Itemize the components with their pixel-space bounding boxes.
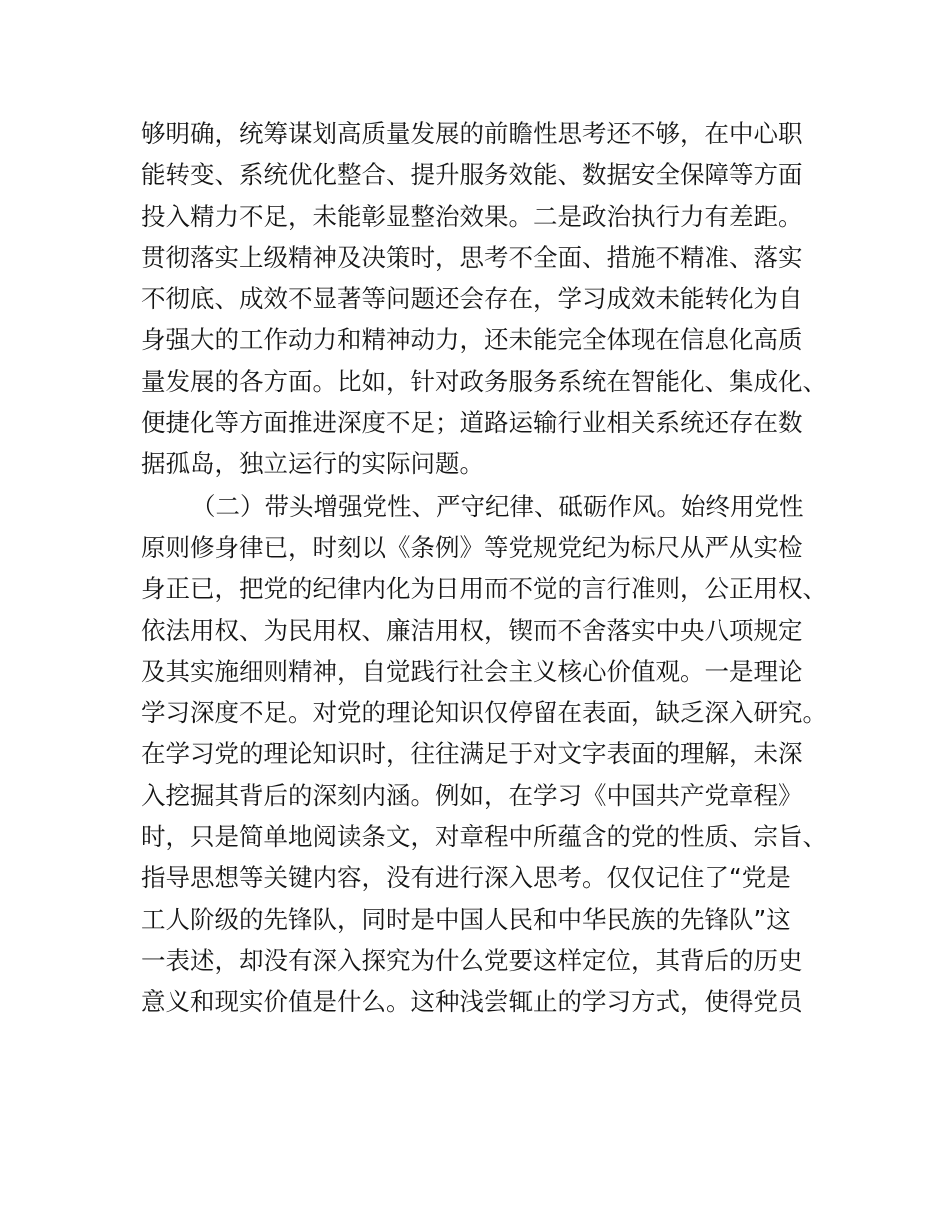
paragraph-line: （二）带头增强党性、严守纪律、砥砺作风。始终用党性: [191, 491, 804, 521]
paragraph-line: 据孤岛，独立运行的实际问题。: [141, 449, 484, 479]
paragraph-line: 意义和现实价值是什么。这种浅尝辄止的学习方式，使得党员: [141, 987, 803, 1017]
paragraph-line: 指导思想等关键内容，没有进行深入思考。仅仅记住了“党是: [141, 863, 791, 893]
paragraph-line: 时，只是简单地阅读条文，对章程中所蕴含的党的性质、宗旨、: [141, 822, 827, 852]
paragraph-line: 身强大的工作动力和精神动力，还未能完全体现在信息化高质: [141, 325, 803, 355]
paragraph-line: 不彻底、成效不显著等问题还会存在，学习成效未能转化为自: [141, 284, 803, 314]
paragraph-line: 身正已，把党的纪律内化为日用而不觉的言行准则，公正用权、: [141, 574, 827, 604]
paragraph-2: [141, 486, 827, 1023]
paragraph-line: 量发展的各方面。比如，针对政务服务系统在智能化、集成化、: [141, 366, 827, 396]
paragraph-line: 工人阶级的先锋队，同时是中国人民和中华民族的先锋队”这: [141, 904, 791, 934]
paragraph-line: 入挖掘其背后的深刻内涵。例如，在学习《中国共产党章程》: [141, 780, 803, 810]
paragraph-line: 一表述，却没有深入探究为什么党要这样定位，其背后的历史: [141, 945, 803, 975]
paragraph-line: 学习深度不足。对党的理论知识仅停留在表面，缺乏深入研究。: [141, 698, 827, 728]
paragraph-line: 在学习党的理论知识时，往往满足于对文字表面的理解，未深: [141, 739, 803, 769]
paragraph-line: 投入精力不足，未能彰显整治效果。二是政治执行力有差距。: [141, 201, 803, 231]
paragraph-line: 贯彻落实上级精神及决策时，思考不全面、措施不精准、落实: [141, 242, 803, 272]
paragraph-line: 能转变、系统优化整合、提升服务效能、数据安全保障等方面: [141, 160, 803, 190]
paragraph-line: 原则修身律已，时刻以《条例》等党规党纪为标尺从严从实检: [141, 532, 803, 562]
paragraph-line: 及其实施细则精神，自觉践行社会主义核心价值观。一是理论: [141, 656, 803, 686]
paragraph-line: 够明确，统筹谋划高质量发展的前瞻性思考还不够，在中心职: [141, 119, 803, 148]
paragraph-1: [141, 113, 827, 485]
body-text: [141, 113, 827, 1023]
paragraph-line: 便捷化等方面推进深度不足；道路运输行业相关系统还存在数: [141, 408, 803, 438]
paragraph-line: 依法用权、为民用权、廉洁用权，锲而不舍落实中央八项规定: [141, 615, 803, 645]
